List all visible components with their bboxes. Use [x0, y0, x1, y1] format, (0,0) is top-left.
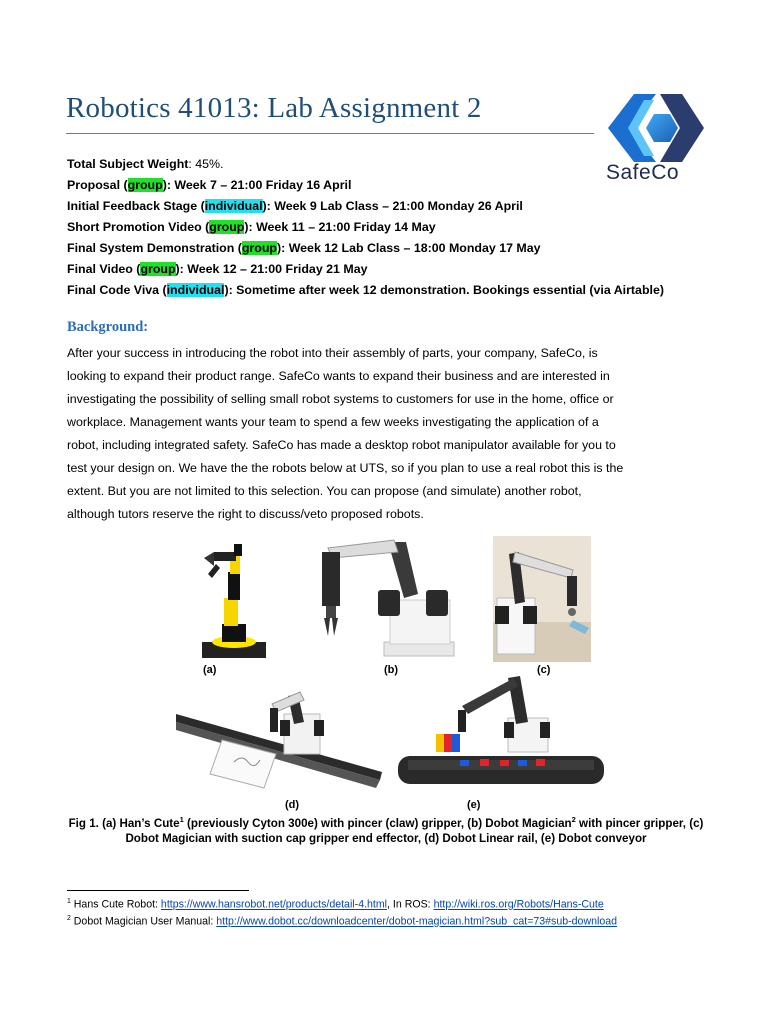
paragraph-line: After your success in introducing the robot into their assembly of parts, your company, SafeCo, is [67, 346, 598, 360]
deadline-label: Final System Demonstration ( [67, 241, 242, 255]
figure-label-e: (e) [467, 799, 481, 811]
caption-text: (previously Cyton 300e) with pincer (claw) gripper, (b) Dobot Magician [183, 816, 572, 830]
paragraph-line: looking to expand their product range. SafeCo wants to expand their business and are interested in [67, 369, 610, 383]
weight-value: : 45%. [188, 157, 224, 171]
footnote-2 [67, 915, 617, 928]
figure-label-a: (a) [203, 664, 217, 676]
deadline-row [67, 259, 664, 280]
footnote-text: Dobot Magician User Manual: [70, 915, 217, 928]
paragraph-line: extent. But you are not limited to this selection. You can propose (and simulate) another robot, [67, 484, 582, 498]
footnote-number: 2 [67, 915, 71, 922]
deadline-label: Final Video ( [67, 262, 141, 276]
deadline-row [67, 196, 664, 217]
deadline-detail: ): Week 12 – 21:00 Friday 21 May [175, 262, 368, 276]
group-tag: group [209, 220, 245, 234]
figure-label-c: (c) [537, 664, 551, 676]
title-divider [66, 133, 594, 134]
paragraph-line: test your design on. We have the the robots below at UTS, so if you plan to use a real robot this is the [67, 461, 624, 475]
hans-cute-robot-image [200, 538, 270, 662]
figure-label-d: (d) [285, 799, 300, 811]
deadline-row [67, 217, 664, 238]
deadline-detail: ): Week 12 Lab Class – 18:00 Monday 17 May [277, 241, 541, 255]
individual-tag: individual [204, 199, 263, 213]
paragraph-line: workplace. Management wants your team to spend a few weeks investigating the application of a [67, 415, 599, 429]
hansrobot-link[interactable]: https://www.hansrobot.net/products/detail-4.html [160, 898, 388, 911]
ros-wiki-link[interactable]: http://wiki.ros.org/Robots/Hans-Cute [433, 898, 604, 911]
group-tag: group [140, 262, 176, 276]
figure-label-b: (b) [384, 664, 399, 676]
footnote-number: 1 [67, 898, 71, 905]
individual-tag: individual [166, 283, 225, 297]
figure-caption [66, 812, 706, 846]
footnote-divider [67, 890, 249, 891]
deadline-label: Initial Feedback Stage ( [67, 199, 205, 213]
assignment-info [67, 154, 664, 301]
paragraph-line: investigating the possibility of selling small robot systems to customers for use in the home, office or [67, 392, 614, 406]
dobot-magician-image [314, 538, 460, 662]
deadline-label: Proposal ( [67, 178, 128, 192]
deadline-row [67, 280, 664, 301]
deadline-row [67, 175, 664, 196]
paragraph-line: robot, including integrated safety. SafeCo has made a desktop robot manipulator available for you to [67, 438, 616, 452]
logo-text: SafeCo [606, 161, 680, 184]
subject-weight [67, 154, 664, 175]
caption-footnote-ref: 1 [179, 815, 184, 824]
deadline-detail: ): Week 7 – 21:00 Friday 16 April [162, 178, 352, 192]
weight-label: Total Subject Weight [67, 157, 189, 171]
deadline-detail: ): Week 9 Lab Class – 21:00 Monday 26 April [262, 199, 523, 213]
caption-footnote-ref: 2 [571, 815, 576, 824]
footnote-1 [67, 898, 604, 911]
page-title: Robotics 41013: Lab Assignment 2 [66, 92, 482, 124]
group-tag: group [127, 178, 163, 192]
dobot-linear-rail-image [176, 684, 386, 798]
background-paragraph [67, 342, 707, 526]
dobot-manual-link[interactable]: http://www.dobot.cc/downloadcenter/dobot-magician.html?sub_cat=73#sub-download [216, 915, 618, 928]
group-tag: group [241, 241, 277, 255]
caption-text: Fig 1. (a) Han’s Cute [68, 816, 180, 830]
paragraph-line: although tutors reserve the right to discuss/veto proposed robots. [67, 507, 424, 521]
dobot-suction-image [493, 536, 591, 662]
footnote-text: , In ROS: [387, 898, 434, 911]
deadline-label: Short Promotion Video ( [67, 220, 210, 234]
deadline-detail: ): Week 11 – 21:00 Friday 14 May [244, 220, 436, 234]
dobot-conveyor-image [396, 676, 606, 798]
caption-text: with pincer gripper, (c) Dobot Magician with suction cap gripper end effector, (d) Dobot Linear rail, (e) Dobot conveyor [125, 816, 704, 845]
section-heading: Background: [67, 319, 149, 335]
deadline-row [67, 238, 664, 259]
deadline-label: Final Code Viva ( [67, 283, 167, 297]
deadline-detail: ): Sometime after week 12 demonstration. Bookings essential (via Airtable) [224, 283, 664, 297]
footnote-text: Hans Cute Robot: [70, 898, 161, 911]
